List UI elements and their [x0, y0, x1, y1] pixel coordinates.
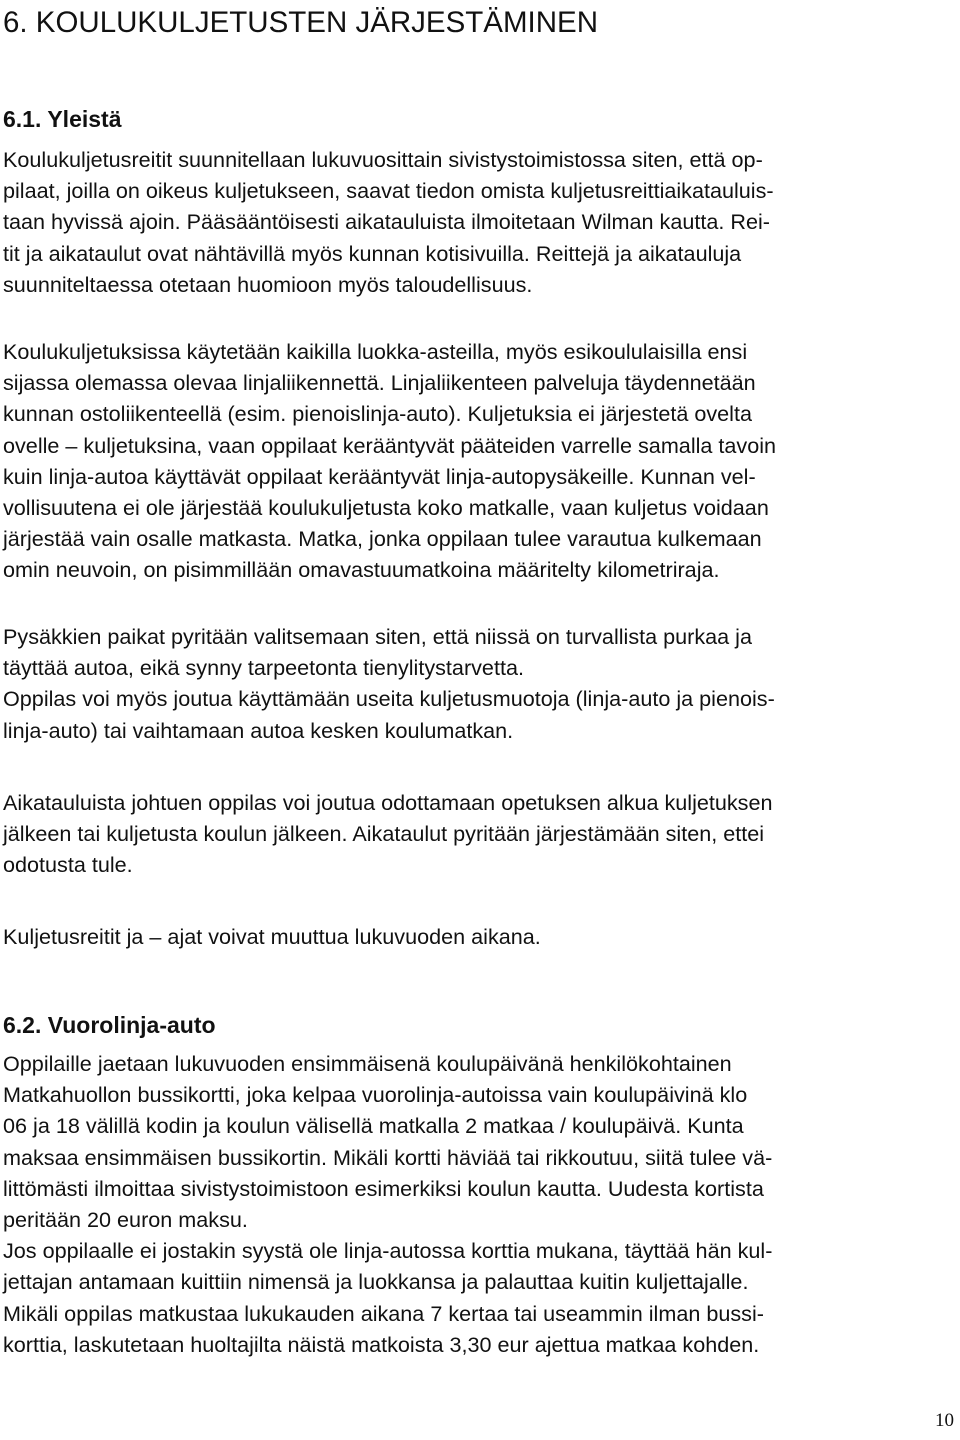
text-line: littömästi ilmoittaa sivistystoimistoon esimerkiksi koulun kautta. Uudesta kortista: [3, 1175, 764, 1201]
text-line: maksaa ensimmäisen bussikortin. Mikäli kortti häviää tai rikkoutuu, siitä tulee vä-: [3, 1144, 773, 1170]
text-line: jettajan antamaan kuittiin nimensä ja luokkansa ja palauttaa kuitin kuljettajalle.: [3, 1269, 749, 1295]
section-title-yleista: 6.1. Yleistä: [3, 106, 122, 132]
page-number: 10: [935, 1410, 954, 1431]
text-line: taan hyvissä ajoin. Pääsääntöisesti aikatauluista ilmoitetaan Wilman kautta. Rei-: [3, 209, 770, 235]
text-line: kunnan ostoliikenteellä (esim. pienoislinja-auto). Kuljetuksia ei järjestetä ovelta: [3, 401, 752, 427]
chapter-heading: 6. KOULUKULJETUSTEN JÄRJESTÄMINEN: [3, 6, 599, 39]
text-line: Kuljetusreitit ja – ajat voivat muuttua lukuvuoden aikana.: [3, 924, 541, 949]
paragraph: [3, 336, 955, 586]
text-line: Oppilas voi myös joutua käyttämään useita kuljetusmuotoja (linja-auto ja pienois-: [3, 686, 775, 712]
paragraph: [3, 921, 955, 952]
text-line: täyttää autoa, eikä synny tarpeetonta tienylitystarvetta.: [3, 655, 524, 681]
text-line: 06 ja 18 välillä kodin ja koulun välisellä matkalla 2 matkaa / koulupäivä. Kunta: [3, 1113, 744, 1139]
text-line: Oppilaille jaetaan lukuvuoden ensimmäisenä koulupäivänä henkilökohtainen: [3, 1051, 732, 1076]
text-line: suunniteltaessa otetaan huomioon myös taloudellisuus.: [3, 271, 533, 297]
text-line: Matkahuollon bussikortti, joka kelpaa vuorolinja-autoissa vain koulupäivinä klo: [3, 1082, 748, 1108]
text-line: omin neuvoin, on pisimmillään omavastuumatkoina määritelty kilometriraja.: [3, 557, 720, 583]
text-line: järjestää vain osalle matkasta. Matka, jonka oppilaan tulee varautua kulkemaan: [3, 526, 762, 552]
section-title-vuorolinja-auto: 6.2. Vuorolinja-auto: [3, 1012, 216, 1038]
text-line: Mikäli oppilas matkustaa lukukauden aikana 7 kertaa tai useammin ilman bussi-: [3, 1300, 764, 1326]
paragraph: [3, 787, 955, 881]
text-line: Koulukuljetuksissa käytetään kaikilla luokka-asteilla, myös esikoululaisilla ensi: [3, 339, 748, 364]
text-line: odotusta tule.: [3, 852, 133, 878]
text-line: Koulukuljetusreitit suunnitellaan lukuvuosittain sivistystoimistossa siten, että op-: [3, 147, 763, 172]
paragraph: [3, 621, 955, 746]
text-line: korttia, laskutetaan huoltajilta näistä matkoista 3,30 eur ajettua matkaa kohden.: [3, 1331, 760, 1357]
text-line: jälkeen tai kuljetusta koulun jälkeen. Aikataulut pyritään järjestämään siten, ettei: [3, 821, 765, 847]
text-line: Pysäkkien paikat pyritään valitsemaan siten, että niissä on turvallista purkaa ja: [3, 624, 752, 649]
text-line: peritään 20 euron maksu.: [3, 1207, 248, 1233]
text-line: ovelle – kuljetuksina, vaan oppilaat kerääntyvät pääteiden varrelle samalla tavoin: [3, 432, 777, 458]
text-line: vollisuutena ei ole järjestää koulukuljetusta koko matkalle, vaan kuljetus voidaan: [3, 495, 769, 521]
text-line: Jos oppilaalle ei jostakin syystä ole linja-autossa korttia mukana, täyttää hän kul-: [3, 1238, 773, 1264]
text-line: pilaat, joilla on oikeus kuljetukseen, saavat tiedon omista kuljetusreittiaikatauluis-: [3, 178, 774, 204]
paragraph: [3, 144, 955, 300]
text-line: tit ja aikataulut ovat nähtävillä myös kunnan kotisivuilla. Reittejä ja aikatauluja: [3, 240, 742, 266]
text-line: kuin linja-autoa käyttävät oppilaat kerääntyvät linja-autopysäkeille. Kunnan vel-: [3, 463, 756, 489]
paragraph: [3, 1048, 955, 1360]
text-line: Aikatauluista johtuen oppilas voi joutua odottamaan opetuksen alkua kuljetuksen: [3, 790, 773, 815]
text-line: linja-auto) tai vaihtamaan autoa kesken koulumatkan.: [3, 717, 514, 743]
text-line: sijassa olemassa olevaa linjaliikennettä. Linjaliikenteen palveluja täydennetään: [3, 370, 756, 396]
